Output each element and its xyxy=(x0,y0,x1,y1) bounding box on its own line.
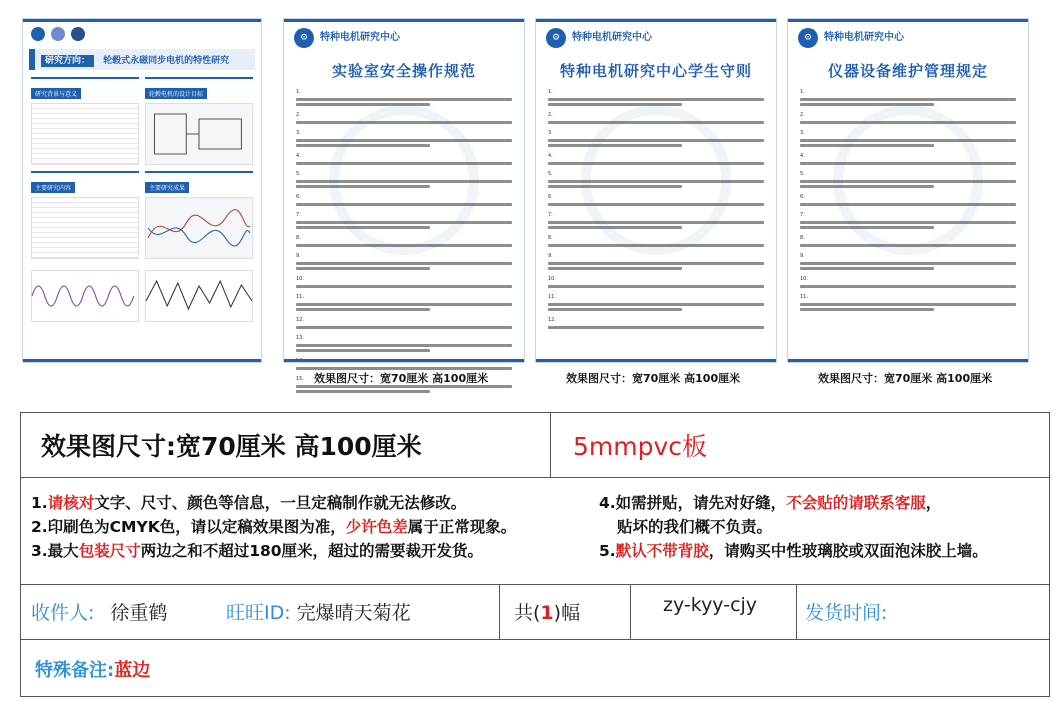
poster-bottom-band xyxy=(284,359,524,362)
rule-number: 12. xyxy=(548,317,556,323)
rule-number: 1. xyxy=(800,89,805,95)
rule-text-placeholder xyxy=(800,98,1016,101)
rule-number: 1. xyxy=(548,89,553,95)
wangwang-value: 完爆晴天菊花 xyxy=(296,602,411,624)
rule-text-placeholder xyxy=(548,262,764,265)
notice-line: 贴坏的我们概不负责。 xyxy=(617,518,773,536)
rule-line xyxy=(548,89,764,106)
poster-bottom-band xyxy=(788,359,1028,362)
rule-text-placeholder xyxy=(800,308,934,311)
poster-logo-text: 特种电机研究中心 xyxy=(320,32,400,43)
center-logo-icon: ⚙ xyxy=(798,28,818,48)
recipient-value: 徐重鹤 xyxy=(110,602,168,624)
poster-title: 仪器设备维护管理规定 xyxy=(827,62,988,80)
rule-line xyxy=(296,335,512,352)
size-text: 效果图尺寸:宽70厘米 高100厘米 xyxy=(21,413,551,477)
rule-number: 4. xyxy=(800,153,805,159)
rule-number: 6. xyxy=(800,194,805,200)
research-poster xyxy=(22,18,262,363)
rule-text-placeholder xyxy=(296,267,430,270)
rule-number: 5. xyxy=(800,171,805,177)
rule-number: 5. xyxy=(548,171,553,177)
rule-line xyxy=(800,294,1016,311)
rule-line xyxy=(548,294,764,311)
rule-number: 13. xyxy=(296,335,304,341)
rule-number: 12. xyxy=(296,317,304,323)
rule-text-placeholder xyxy=(548,267,682,270)
notice-line: 1.请核对文字、尺寸、颜色等信息，一旦定稿制作就无法修改。 xyxy=(31,494,467,512)
center-logo-icon xyxy=(71,27,85,41)
research-sections xyxy=(23,73,261,326)
poster-size-caption: 效果图尺寸：宽70厘米 高100厘米 xyxy=(818,372,993,385)
shipping-row xyxy=(21,584,1049,640)
rule-text-placeholder xyxy=(548,285,764,288)
rule-number: 5. xyxy=(296,171,301,177)
rule-number: 7. xyxy=(296,212,301,218)
rule-line xyxy=(800,89,1016,106)
notice-right-column xyxy=(599,491,988,563)
rule-line xyxy=(296,89,512,106)
rule-number: 11. xyxy=(800,294,808,300)
poster-title: 实验室安全操作规范 xyxy=(331,62,476,80)
rule-number: 7. xyxy=(800,212,805,218)
research-section xyxy=(145,171,253,259)
code-cell xyxy=(631,584,797,639)
rule-text-placeholder xyxy=(800,267,934,270)
rule-number: 9. xyxy=(548,253,553,259)
lab-logo-icon xyxy=(51,27,65,41)
rule-number: 10. xyxy=(296,276,304,282)
rule-text-placeholder xyxy=(800,262,1016,265)
center-logo-icon: ⚙ xyxy=(546,28,566,48)
poster-size-caption: 效果图尺寸：宽70厘米 高100厘米 xyxy=(566,372,741,385)
material-text: 5mmpvc板 xyxy=(573,432,708,461)
rule-text-placeholder xyxy=(296,349,430,352)
rule-number: 2. xyxy=(800,112,805,118)
research-topic-label: 研究方向： xyxy=(41,55,94,67)
poster-logo-text: 特种电机研究中心 xyxy=(572,32,652,43)
rule-text-placeholder xyxy=(296,262,512,265)
notice-line: 3.最大包装尺寸两边之和不超过180厘米，超过的需要裁开发货。 xyxy=(31,542,484,560)
rule-line xyxy=(296,276,512,288)
rule-number: 9. xyxy=(800,253,805,259)
rule-number: 1. xyxy=(296,89,301,95)
poster-title: 特种电机研究中心学生守则 xyxy=(559,62,752,80)
student-rules-poster xyxy=(535,18,777,363)
rule-number: 9. xyxy=(296,253,301,259)
rule-number: 10. xyxy=(800,276,808,282)
rule-text-placeholder xyxy=(296,303,512,306)
rule-number: 4. xyxy=(548,153,553,159)
center-logo-icon: ⚙ xyxy=(294,28,314,48)
wangwang-cell xyxy=(226,584,500,639)
waveform-figure xyxy=(145,270,253,322)
rule-number: 2. xyxy=(548,112,553,118)
rule-number: 8. xyxy=(296,235,301,241)
rule-text-placeholder xyxy=(296,344,512,347)
ship-time-label: 发货时间: xyxy=(805,602,888,624)
size-material-row xyxy=(21,413,1049,478)
wangwang-label: 旺旺ID: xyxy=(226,602,291,624)
emblem-watermark-icon xyxy=(833,105,983,255)
remark-value: 蓝边 xyxy=(114,659,151,681)
remark-label: 特殊备注: xyxy=(35,659,115,681)
notice-line: 4.如需拼贴，请先对好缝，不会贴的请联系客服， xyxy=(599,494,942,512)
research-section-heading: 研究背景与意义 xyxy=(31,88,81,99)
poster-bottom-band xyxy=(536,359,776,362)
rule-number: 11. xyxy=(548,294,556,300)
rule-line xyxy=(800,253,1016,270)
notice-line: 5.默认不带背胶，请购买中性玻璃胶或双面泡沫胶上墙。 xyxy=(599,542,988,560)
waveform-figure xyxy=(31,270,139,322)
rule-number: 15. xyxy=(296,376,304,382)
notice-left-column xyxy=(31,491,516,563)
remark-row xyxy=(21,639,1049,698)
rule-text-placeholder xyxy=(296,285,512,288)
rule-line xyxy=(296,253,512,270)
poster-bottom-band xyxy=(23,359,261,362)
rule-text-placeholder xyxy=(296,390,430,393)
research-section-body xyxy=(31,197,139,259)
rule-number: 6. xyxy=(296,194,301,200)
emblem-watermark-icon xyxy=(329,105,479,255)
emblem-watermark-icon xyxy=(581,105,731,255)
research-figure xyxy=(31,265,139,322)
rule-text-placeholder xyxy=(548,326,764,329)
research-section-body xyxy=(31,103,139,165)
rule-text-placeholder xyxy=(296,308,430,311)
research-section-heading: 主要研究内容 xyxy=(31,182,75,193)
recipient-label: 收件人: xyxy=(31,602,95,624)
research-topic-band xyxy=(29,49,255,70)
rule-text-placeholder xyxy=(296,98,512,101)
research-section xyxy=(145,77,253,165)
ship-time-cell xyxy=(805,584,1045,639)
count-cell xyxy=(500,584,631,639)
recipient-cell xyxy=(31,584,221,639)
rule-line xyxy=(548,317,764,329)
rule-number: 4. xyxy=(296,153,301,159)
rule-line xyxy=(296,317,512,329)
rule-line xyxy=(800,276,1016,288)
rule-number: 3. xyxy=(548,130,553,136)
university-logo-icon xyxy=(31,27,45,41)
rule-text-placeholder xyxy=(296,326,512,329)
rule-number: 6. xyxy=(548,194,553,200)
result-curves-figure xyxy=(145,197,253,259)
research-figure xyxy=(145,265,253,322)
rule-line xyxy=(296,294,512,311)
rule-number: 7. xyxy=(548,212,553,218)
poster-logo-text: 特种电机研究中心 xyxy=(824,32,904,43)
rule-number: 8. xyxy=(548,235,553,241)
rule-line xyxy=(548,276,764,288)
research-section xyxy=(31,171,139,259)
order-info-table xyxy=(20,412,1050,697)
research-topic-title: 轮毂式永磁同步电机的特性研究 xyxy=(103,56,230,66)
poster-logo xyxy=(788,22,1028,48)
rule-number: 8. xyxy=(800,235,805,241)
research-section-heading: 主要研究成果 xyxy=(145,182,189,193)
notice-line: 2.印刷色为CMYK色，请以定稿效果图为准，少许色差属于正常现象。 xyxy=(31,518,517,536)
rule-number: 10. xyxy=(548,276,556,282)
order-code: zy-kyy-cjy xyxy=(663,594,758,616)
rule-number: 11. xyxy=(296,294,304,300)
rule-number: 3. xyxy=(296,130,301,136)
rule-text-placeholder xyxy=(548,303,764,306)
rule-number: 2. xyxy=(296,112,301,118)
motor-diagram-figure xyxy=(145,103,253,165)
rule-text-placeholder xyxy=(548,308,682,311)
poster-logo xyxy=(284,22,524,48)
rule-text-placeholder xyxy=(800,285,1016,288)
poster-size-caption: 效果图尺寸：宽70厘米 高100厘米 xyxy=(314,372,489,385)
rule-line xyxy=(548,253,764,270)
poster-logo xyxy=(536,22,776,48)
equipment-rules-poster xyxy=(787,18,1029,363)
rule-number: 3. xyxy=(800,130,805,136)
research-poster-header xyxy=(23,22,261,46)
research-section xyxy=(31,77,139,165)
notice-block xyxy=(21,477,1049,585)
research-section-heading: 轮毂电机的设计目标 xyxy=(145,88,207,99)
count-text: 共(1)幅 xyxy=(514,602,581,624)
rule-text-placeholder xyxy=(548,98,764,101)
rule-text-placeholder xyxy=(800,303,1016,306)
